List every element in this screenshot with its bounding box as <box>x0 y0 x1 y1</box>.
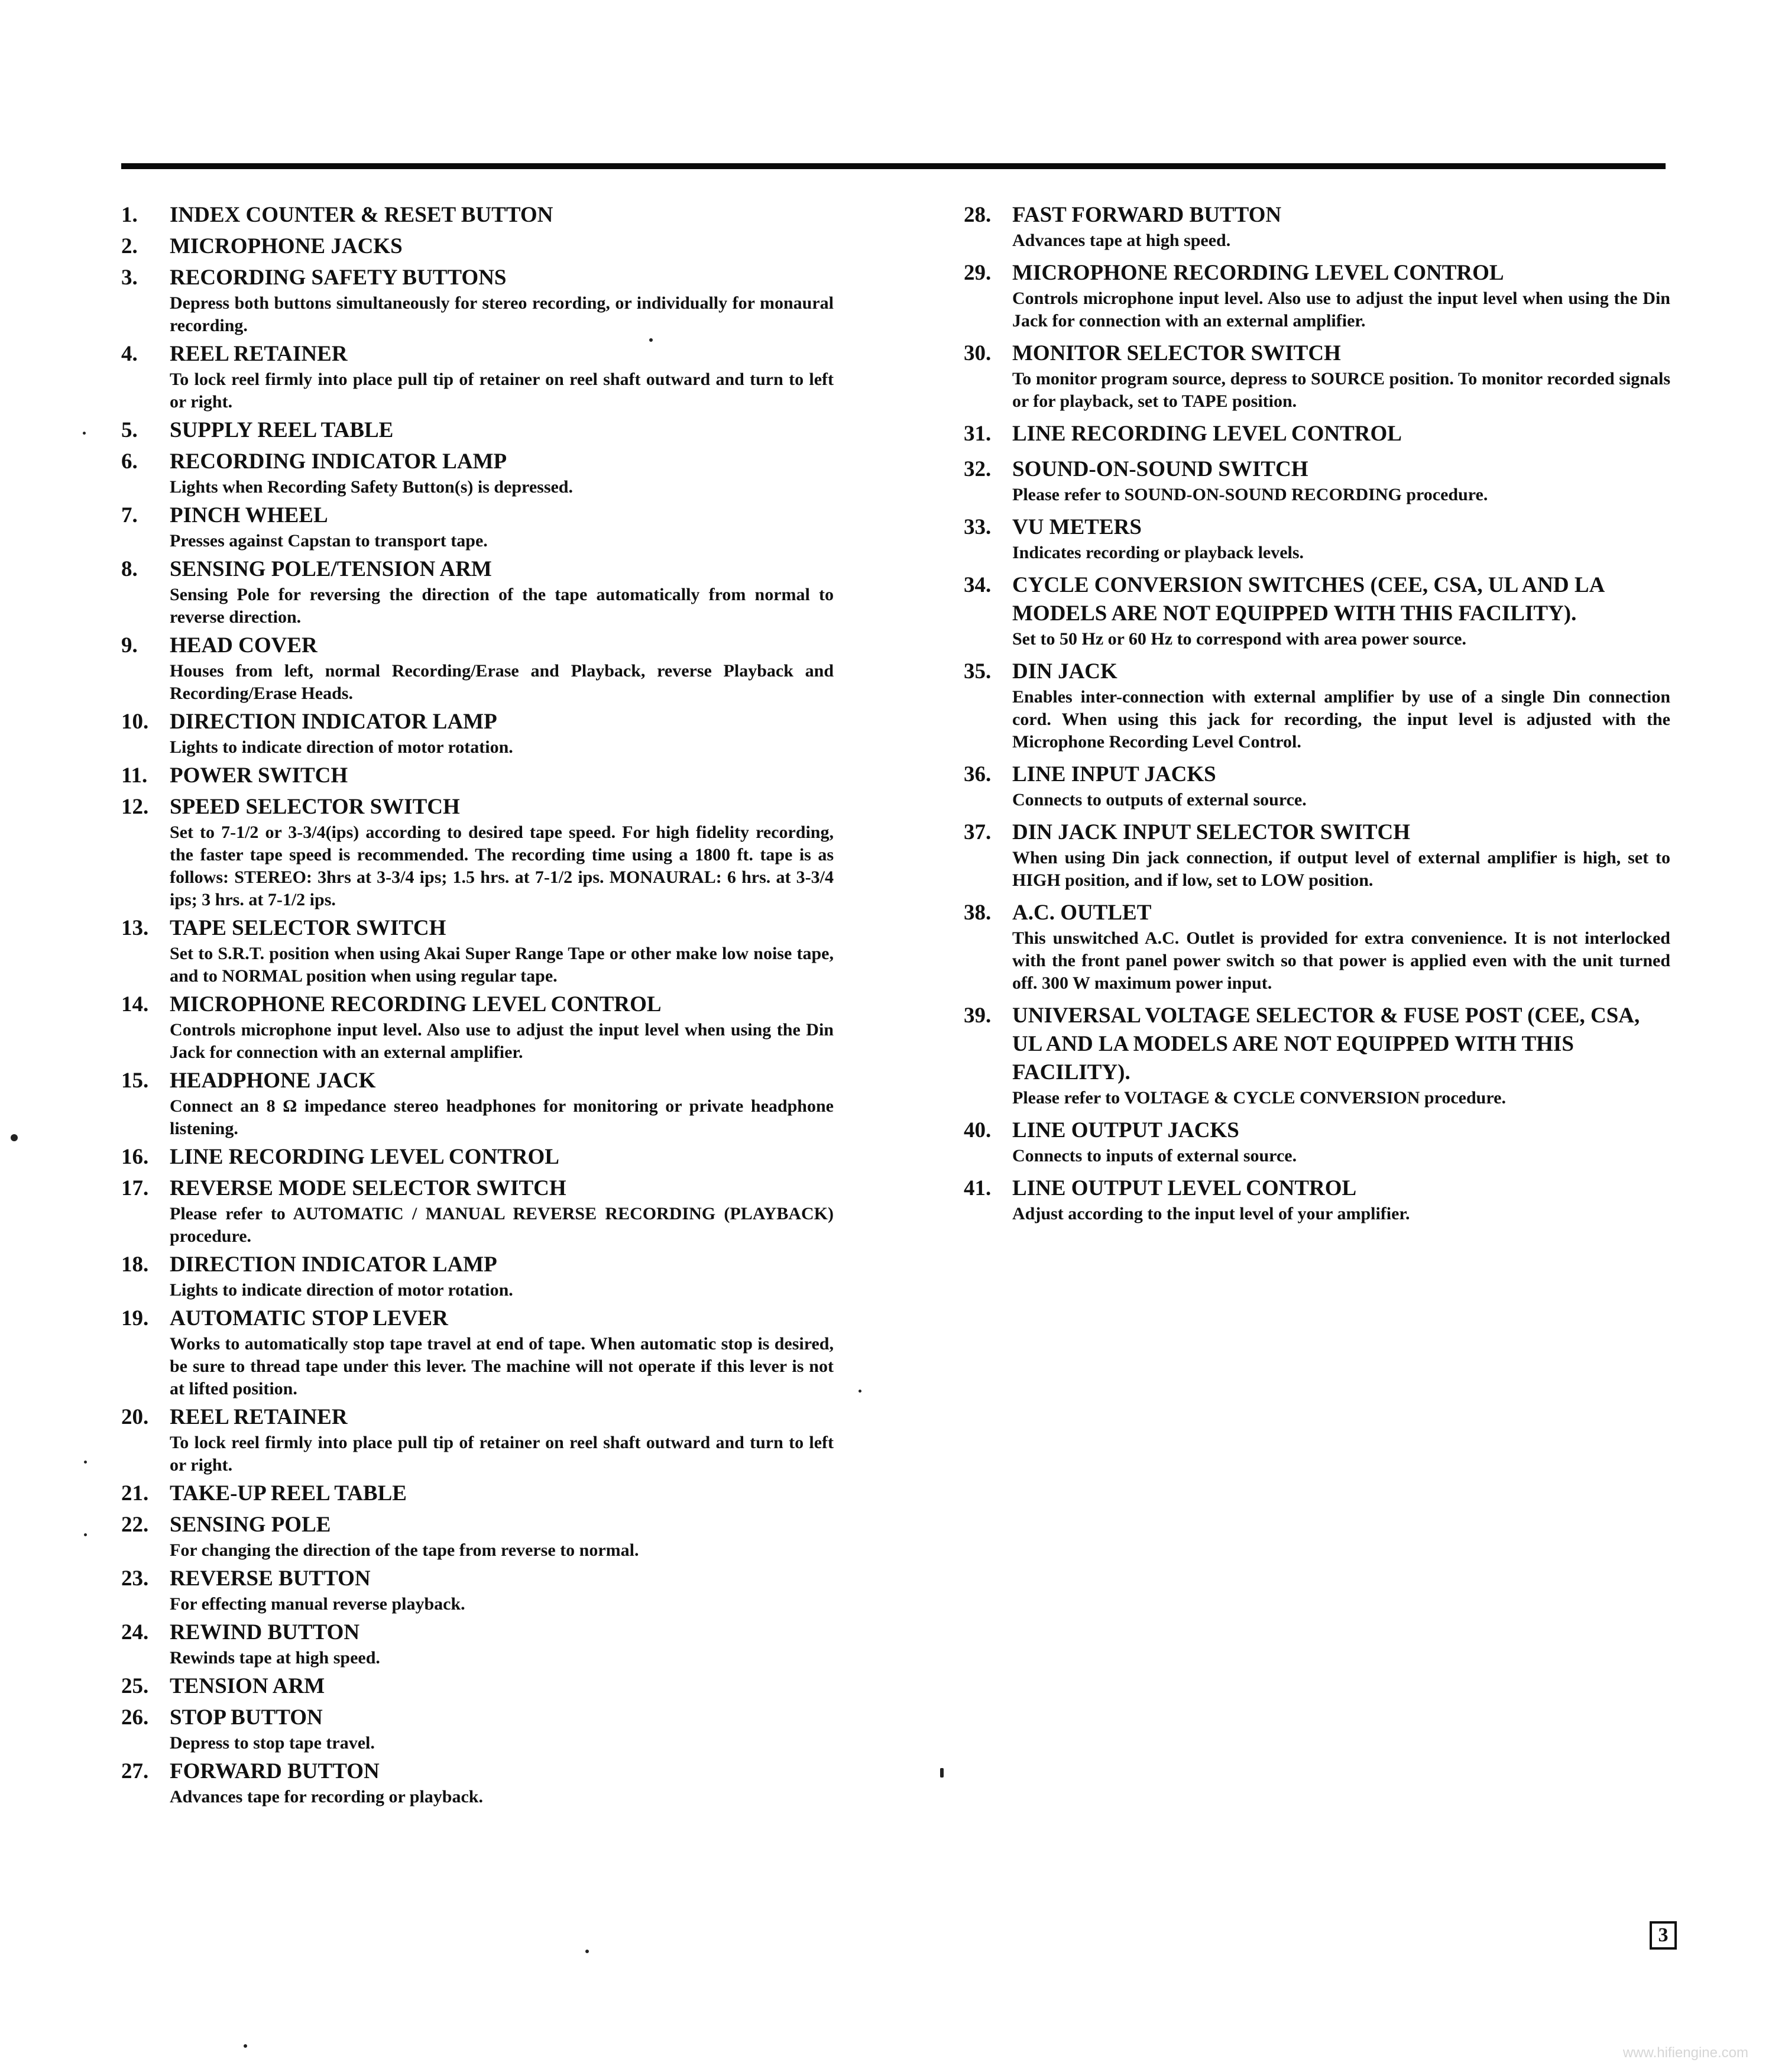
item-number: 7. <box>121 503 138 527</box>
list-item <box>121 264 834 337</box>
item-number: 8. <box>121 557 138 581</box>
list-item <box>121 990 834 1064</box>
list-item <box>964 420 1670 448</box>
item-description: Set to S.R.T. position when using Akai Super Range Tape or other make low noise tape, and to NORMAL position when using regular tape. <box>170 944 834 986</box>
list-item <box>964 339 1670 413</box>
scan-speck <box>83 432 86 435</box>
item-title: LINE INPUT JACKS <box>1012 762 1216 786</box>
item-title: REVERSE MODE SELECTOR SWITCH <box>170 1176 566 1200</box>
list-item <box>964 513 1670 564</box>
item-description: Depress to stop tape travel. <box>170 1733 375 1753</box>
item-number: 32. <box>964 457 992 481</box>
item-title: RECORDING SAFETY BUTTONS <box>170 266 507 290</box>
item-number: 31. <box>964 422 992 446</box>
item-title: A.C. OUTLET <box>1012 901 1152 925</box>
item-number: 4. <box>121 342 138 366</box>
item-description: Enables inter-connection with external amplifier by use of a single Din connection cord. When using this jack for recording, the input level is adjusted with the Microphone Recording Level Control. <box>1012 687 1670 752</box>
item-number: 33. <box>964 515 992 539</box>
item-title: LINE OUTPUT LEVEL CONTROL <box>1012 1176 1357 1200</box>
item-number: 34. <box>964 573 992 597</box>
item-number: 36. <box>964 762 992 786</box>
item-number: 28. <box>964 203 992 227</box>
item-title: SENSING POLE/TENSION ARM <box>170 557 492 581</box>
item-description: Advances tape at high speed. <box>1012 231 1231 250</box>
list-item <box>121 632 834 705</box>
list-item <box>121 1251 834 1302</box>
watermark: www.hifiengine.com <box>1622 2045 1748 2061</box>
item-description: For changing the direction of the tape from reverse to normal. <box>170 1540 639 1560</box>
item-number: 6. <box>121 449 138 474</box>
item-title: MICROPHONE RECORDING LEVEL CONTROL <box>1012 261 1504 285</box>
scan-speck <box>244 2044 247 2048</box>
item-description: Please refer to AUTOMATIC / MANUAL REVERSE RECORDING (PLAYBACK) procedure. <box>170 1204 834 1246</box>
item-title: REEL RETAINER <box>170 342 348 366</box>
list-item <box>964 1002 1670 1109</box>
item-number: 39. <box>964 1003 992 1028</box>
list-item <box>121 708 834 759</box>
list-item <box>121 1403 834 1477</box>
item-title: SPEED SELECTOR SWITCH <box>170 795 460 819</box>
item-description: Works to automatically stop tape travel at end of tape. When automatic stop is desired, be sure to thread tape under this lever. The machine will not operate if this lever is not at lifted position. <box>170 1334 834 1398</box>
list-item <box>121 1565 834 1615</box>
item-description: Presses against Capstan to transport tape. <box>170 531 488 551</box>
scan-speck <box>11 1134 18 1141</box>
item-number: 21. <box>121 1481 149 1506</box>
item-title: CYCLE CONVERSION SWITCHES (CEE, CSA, UL AND LA MODELS ARE NOT EQUIPPED WITH THIS FACILITY). <box>1012 573 1604 626</box>
item-title: DIN JACK INPUT SELECTOR SWITCH <box>1012 820 1411 844</box>
list-item <box>121 232 834 261</box>
item-number: 20. <box>121 1405 149 1429</box>
item-description: Controls microphone input level. Also use to adjust the input level when using the Din Jack for connection with an external amplifier. <box>170 1020 834 1062</box>
item-title: FORWARD BUTTON <box>170 1759 380 1783</box>
scan-speck <box>649 338 653 342</box>
item-title: AUTOMATIC STOP LEVER <box>170 1306 448 1330</box>
item-description: Depress both buttons simultaneously for stereo recording, or individually for monaural recording. <box>170 293 834 335</box>
item-description: Rewinds tape at high speed. <box>170 1648 380 1668</box>
item-title: TENSION ARM <box>170 1674 325 1698</box>
item-number: 37. <box>964 820 992 844</box>
scan-speck <box>585 1950 589 1953</box>
item-title: MICROPHONE RECORDING LEVEL CONTROL <box>170 992 662 1016</box>
item-number: 9. <box>121 633 138 658</box>
item-title: SUPPLY REEL TABLE <box>170 418 394 442</box>
item-title: LINE RECORDING LEVEL CONTROL <box>1012 422 1402 446</box>
item-number: 17. <box>121 1176 149 1200</box>
list-item <box>121 201 834 229</box>
item-number: 41. <box>964 1176 992 1200</box>
item-description: Lights to indicate direction of motor rotation. <box>170 737 513 757</box>
item-number: 14. <box>121 992 149 1016</box>
item-title: DIRECTION INDICATOR LAMP <box>170 710 497 734</box>
scan-speck <box>84 1533 87 1536</box>
item-number: 38. <box>964 901 992 925</box>
item-number: 3. <box>121 266 138 290</box>
item-description: To monitor program source, depress to SOURCE position. To monitor recorded signals or for playback, set to TAPE position. <box>1012 369 1670 411</box>
item-number: 40. <box>964 1118 992 1142</box>
list-item <box>121 1511 834 1562</box>
list-item <box>964 455 1670 506</box>
list-item <box>121 793 834 911</box>
item-title: POWER SWITCH <box>170 763 348 788</box>
item-title: VU METERS <box>1012 515 1142 539</box>
list-item <box>964 760 1670 811</box>
list-item <box>121 914 834 988</box>
item-title: STOP BUTTON <box>170 1705 323 1730</box>
item-description: To lock reel firmly into place pull tip of retainer on reel shaft outward and turn to left or right. <box>170 1433 834 1475</box>
item-description: Lights to indicate direction of motor rotation. <box>170 1280 513 1300</box>
item-description: When using Din jack connection, if output level of external amplifier is high, set to HIGH position, and if low, set to LOW position. <box>1012 848 1670 890</box>
item-description: Connect an 8 Ω impedance stereo headphones for monitoring or private headphone listening. <box>170 1096 834 1138</box>
item-number: 12. <box>121 795 149 819</box>
page-number: 3 <box>1650 1921 1677 1950</box>
list-item <box>121 555 834 629</box>
item-title: HEADPHONE JACK <box>170 1069 376 1093</box>
list-item <box>964 818 1670 892</box>
item-description: Set to 7-1/2 or 3-3/4(ips) according to desired tape speed. For high fidelity recording, the faster tape speed is recommended. The recording time using a 1800 ft. tape is as follows: STEREO: 3hrs at 3-3/4 ips; 1.5 hrs. at 7-1/2 ips. MONAURAL: 6 hrs. at 3-3/4 ips; 3 hrs. at 7-1/2 ips. <box>170 823 834 909</box>
scan-speck <box>84 1461 87 1464</box>
list-item <box>964 571 1670 650</box>
list-item <box>964 1116 1670 1167</box>
item-number: 11. <box>121 763 148 788</box>
item-title: DIRECTION INDICATOR LAMP <box>170 1252 497 1277</box>
item-title: SOUND-ON-SOUND SWITCH <box>1012 457 1308 481</box>
item-description: Houses from left, normal Recording/Erase and Playback, reverse Playback and Recording/Erase Heads. <box>170 661 834 703</box>
item-number: 24. <box>121 1620 149 1644</box>
scan-speck <box>940 1768 944 1778</box>
list-item <box>964 658 1670 753</box>
item-number: 26. <box>121 1705 149 1730</box>
list-item <box>964 259 1670 332</box>
item-description: Connects to inputs of external source. <box>1012 1146 1297 1166</box>
list-item <box>964 1174 1670 1225</box>
item-description: Controls microphone input level. Also use to adjust the input level when using the Din Jack for connection with an external amplifier. <box>1012 289 1670 331</box>
list-item <box>121 1067 834 1140</box>
right-column <box>964 201 1670 1232</box>
list-item <box>121 1479 834 1508</box>
item-title: TAKE-UP REEL TABLE <box>170 1481 407 1506</box>
item-title: REVERSE BUTTON <box>170 1566 371 1591</box>
top-rule <box>121 163 1666 169</box>
list-item <box>121 416 834 445</box>
item-description: For effecting manual reverse playback. <box>170 1594 465 1614</box>
item-number: 18. <box>121 1252 149 1277</box>
item-number: 23. <box>121 1566 149 1591</box>
item-number: 1. <box>121 203 138 227</box>
item-number: 13. <box>121 916 149 940</box>
item-description: Connects to outputs of external source. <box>1012 790 1307 810</box>
list-item <box>121 1174 834 1248</box>
list-item <box>121 762 834 790</box>
item-description: Please refer to SOUND-ON-SOUND RECORDING procedure. <box>1012 485 1488 504</box>
item-title: REWIND BUTTON <box>170 1620 360 1644</box>
item-number: 16. <box>121 1145 149 1169</box>
item-description: Set to 50 Hz or 60 Hz to correspond with area power source. <box>1012 629 1466 649</box>
item-title: LINE RECORDING LEVEL CONTROL <box>170 1145 559 1169</box>
item-description: Advances tape for recording or playback. <box>170 1787 483 1806</box>
item-number: 30. <box>964 341 992 365</box>
item-description: Lights when Recording Safety Button(s) is depressed. <box>170 477 573 497</box>
item-title: MONITOR SELECTOR SWITCH <box>1012 341 1341 365</box>
list-item <box>121 1757 834 1808</box>
item-title: LINE OUTPUT JACKS <box>1012 1118 1239 1142</box>
item-description: This unswitched A.C. Outlet is provided for extra convenience. It is not interlocked with the front panel power switch so that power is applied even with the unit turned off. 300 W maximum power input. <box>1012 928 1670 993</box>
item-title: UNIVERSAL VOLTAGE SELECTOR & FUSE POST (CEE, CSA, UL AND LA MODELS ARE NOT EQUIPPED WITH THIS FACILITY). <box>1012 1003 1640 1084</box>
item-number: 15. <box>121 1069 149 1093</box>
item-number: 25. <box>121 1674 149 1698</box>
left-column <box>121 201 834 1811</box>
item-number: 10. <box>121 710 149 734</box>
list-item <box>964 201 1670 252</box>
list-item <box>121 1618 834 1669</box>
list-item <box>121 448 834 498</box>
item-title: SENSING POLE <box>170 1513 331 1537</box>
item-title: TAPE SELECTOR SWITCH <box>170 916 446 940</box>
item-number: 27. <box>121 1759 149 1783</box>
item-title: FAST FORWARD BUTTON <box>1012 203 1282 227</box>
list-item <box>121 501 834 552</box>
item-number: 35. <box>964 659 992 684</box>
item-number: 19. <box>121 1306 149 1330</box>
list-item <box>964 899 1670 995</box>
item-description: Adjust according to the input level of your amplifier. <box>1012 1204 1410 1223</box>
item-title: REEL RETAINER <box>170 1405 348 1429</box>
item-description: To lock reel firmly into place pull tip of retainer on reel shaft outward and turn to left or right. <box>170 370 834 412</box>
item-title: MICROPHONE JACKS <box>170 234 403 258</box>
item-description: Indicates recording or playback levels. <box>1012 543 1304 562</box>
item-description: Sensing Pole for reversing the direction of the tape automatically from normal to reverse direction. <box>170 585 834 627</box>
item-title: HEAD COVER <box>170 633 318 658</box>
list-item <box>121 340 834 413</box>
list-item <box>121 1143 834 1171</box>
item-title: DIN JACK <box>1012 659 1117 684</box>
scan-speck <box>859 1390 861 1393</box>
list-item <box>121 1672 834 1701</box>
item-description: Please refer to VOLTAGE & CYCLE CONVERSION procedure. <box>1012 1088 1506 1108</box>
list-item <box>121 1304 834 1400</box>
item-title: INDEX COUNTER & RESET BUTTON <box>170 203 553 227</box>
item-title: PINCH WHEEL <box>170 503 328 527</box>
item-number: 2. <box>121 234 138 258</box>
item-number: 5. <box>121 418 138 442</box>
list-item <box>121 1704 834 1754</box>
item-number: 29. <box>964 261 992 285</box>
item-title: RECORDING INDICATOR LAMP <box>170 449 507 474</box>
item-number: 22. <box>121 1513 149 1537</box>
